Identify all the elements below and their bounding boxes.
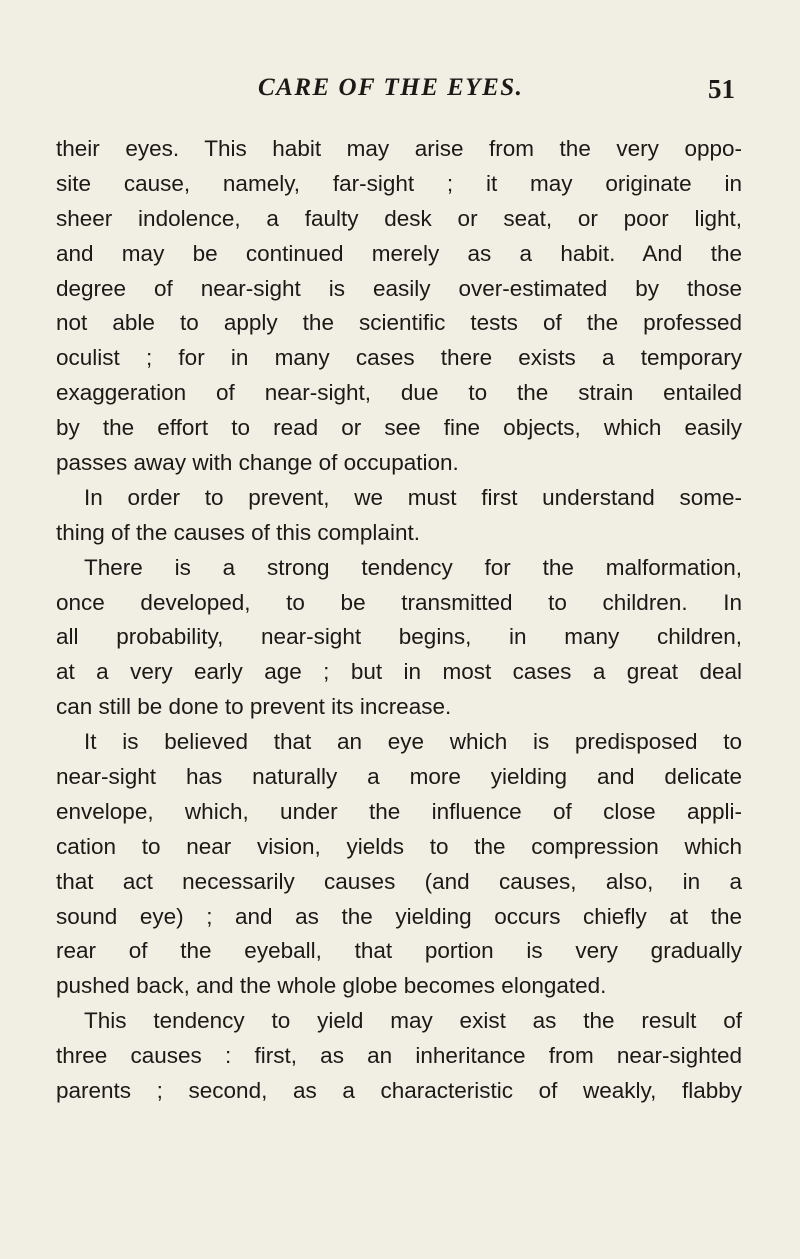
page-header xyxy=(0,68,800,108)
text-line: three causes : first, as an inheritance from near-sighted xyxy=(56,1043,742,1069)
text-line: rear of the eyeball, that portion is very gradually xyxy=(56,938,742,964)
text-line: near-sight has naturally a more yielding and delicate xyxy=(56,764,742,790)
page-number: 51 xyxy=(708,74,735,104)
text-line: all probability, near-sight begins, in many children, xyxy=(56,624,742,650)
text-line: passes away with change of occupation. xyxy=(56,450,459,476)
text-line: can still be done to prevent its increase. xyxy=(56,694,452,720)
text-line: at a very early age ; but in most cases a great deal xyxy=(56,659,742,685)
body-text xyxy=(56,132,742,1109)
text-line: once developed, to be transmitted to children. In xyxy=(56,589,742,615)
text-line: envelope, which, under the influence of close appli- xyxy=(56,798,742,824)
text-line: not able to apply the scientific tests of the professed xyxy=(56,310,742,336)
text-line: sheer indolence, a faulty desk or seat, or poor light, xyxy=(56,205,742,231)
paragraph-first-line: This tendency to yield may exist as the result of xyxy=(84,1008,742,1034)
text-line: degree of near-sight is easily over-estimated by those xyxy=(56,275,742,301)
text-line: that act necessarily causes (and causes, also, in a xyxy=(56,868,742,894)
text-line: parents ; second, as a characteristic of weakly, flabby xyxy=(56,1078,742,1104)
text-line: and may be continued merely as a habit. And the xyxy=(56,240,742,266)
paragraph-first-line: In order to prevent, we must first understand some- xyxy=(84,484,742,510)
text-line: by the effort to read or see fine objects, which easily xyxy=(56,415,742,441)
text-line: oculist ; for in many cases there exists a temporary xyxy=(56,345,742,371)
text-line: cation to near vision, yields to the compression which xyxy=(56,833,742,859)
text-line: thing of the causes of this complaint. xyxy=(56,519,420,545)
text-line: sound eye) ; and as the yielding occurs chiefly at the xyxy=(56,903,742,929)
text-line: pushed back, and the whole globe becomes elongated. xyxy=(56,973,607,999)
text-line: their eyes. This habit may arise from the very oppo- xyxy=(56,136,742,161)
text-line: site cause, namely, far-sight ; it may originate in xyxy=(56,170,742,196)
paragraph-first-line: It is believed that an eye which is predisposed to xyxy=(84,729,742,755)
running-head-title: CARE OF THE EYES. xyxy=(258,74,524,101)
text-line: exaggeration of near-sight, due to the strain entailed xyxy=(56,380,742,406)
paragraph-first-line: There is a strong tendency for the malformation, xyxy=(84,554,742,580)
